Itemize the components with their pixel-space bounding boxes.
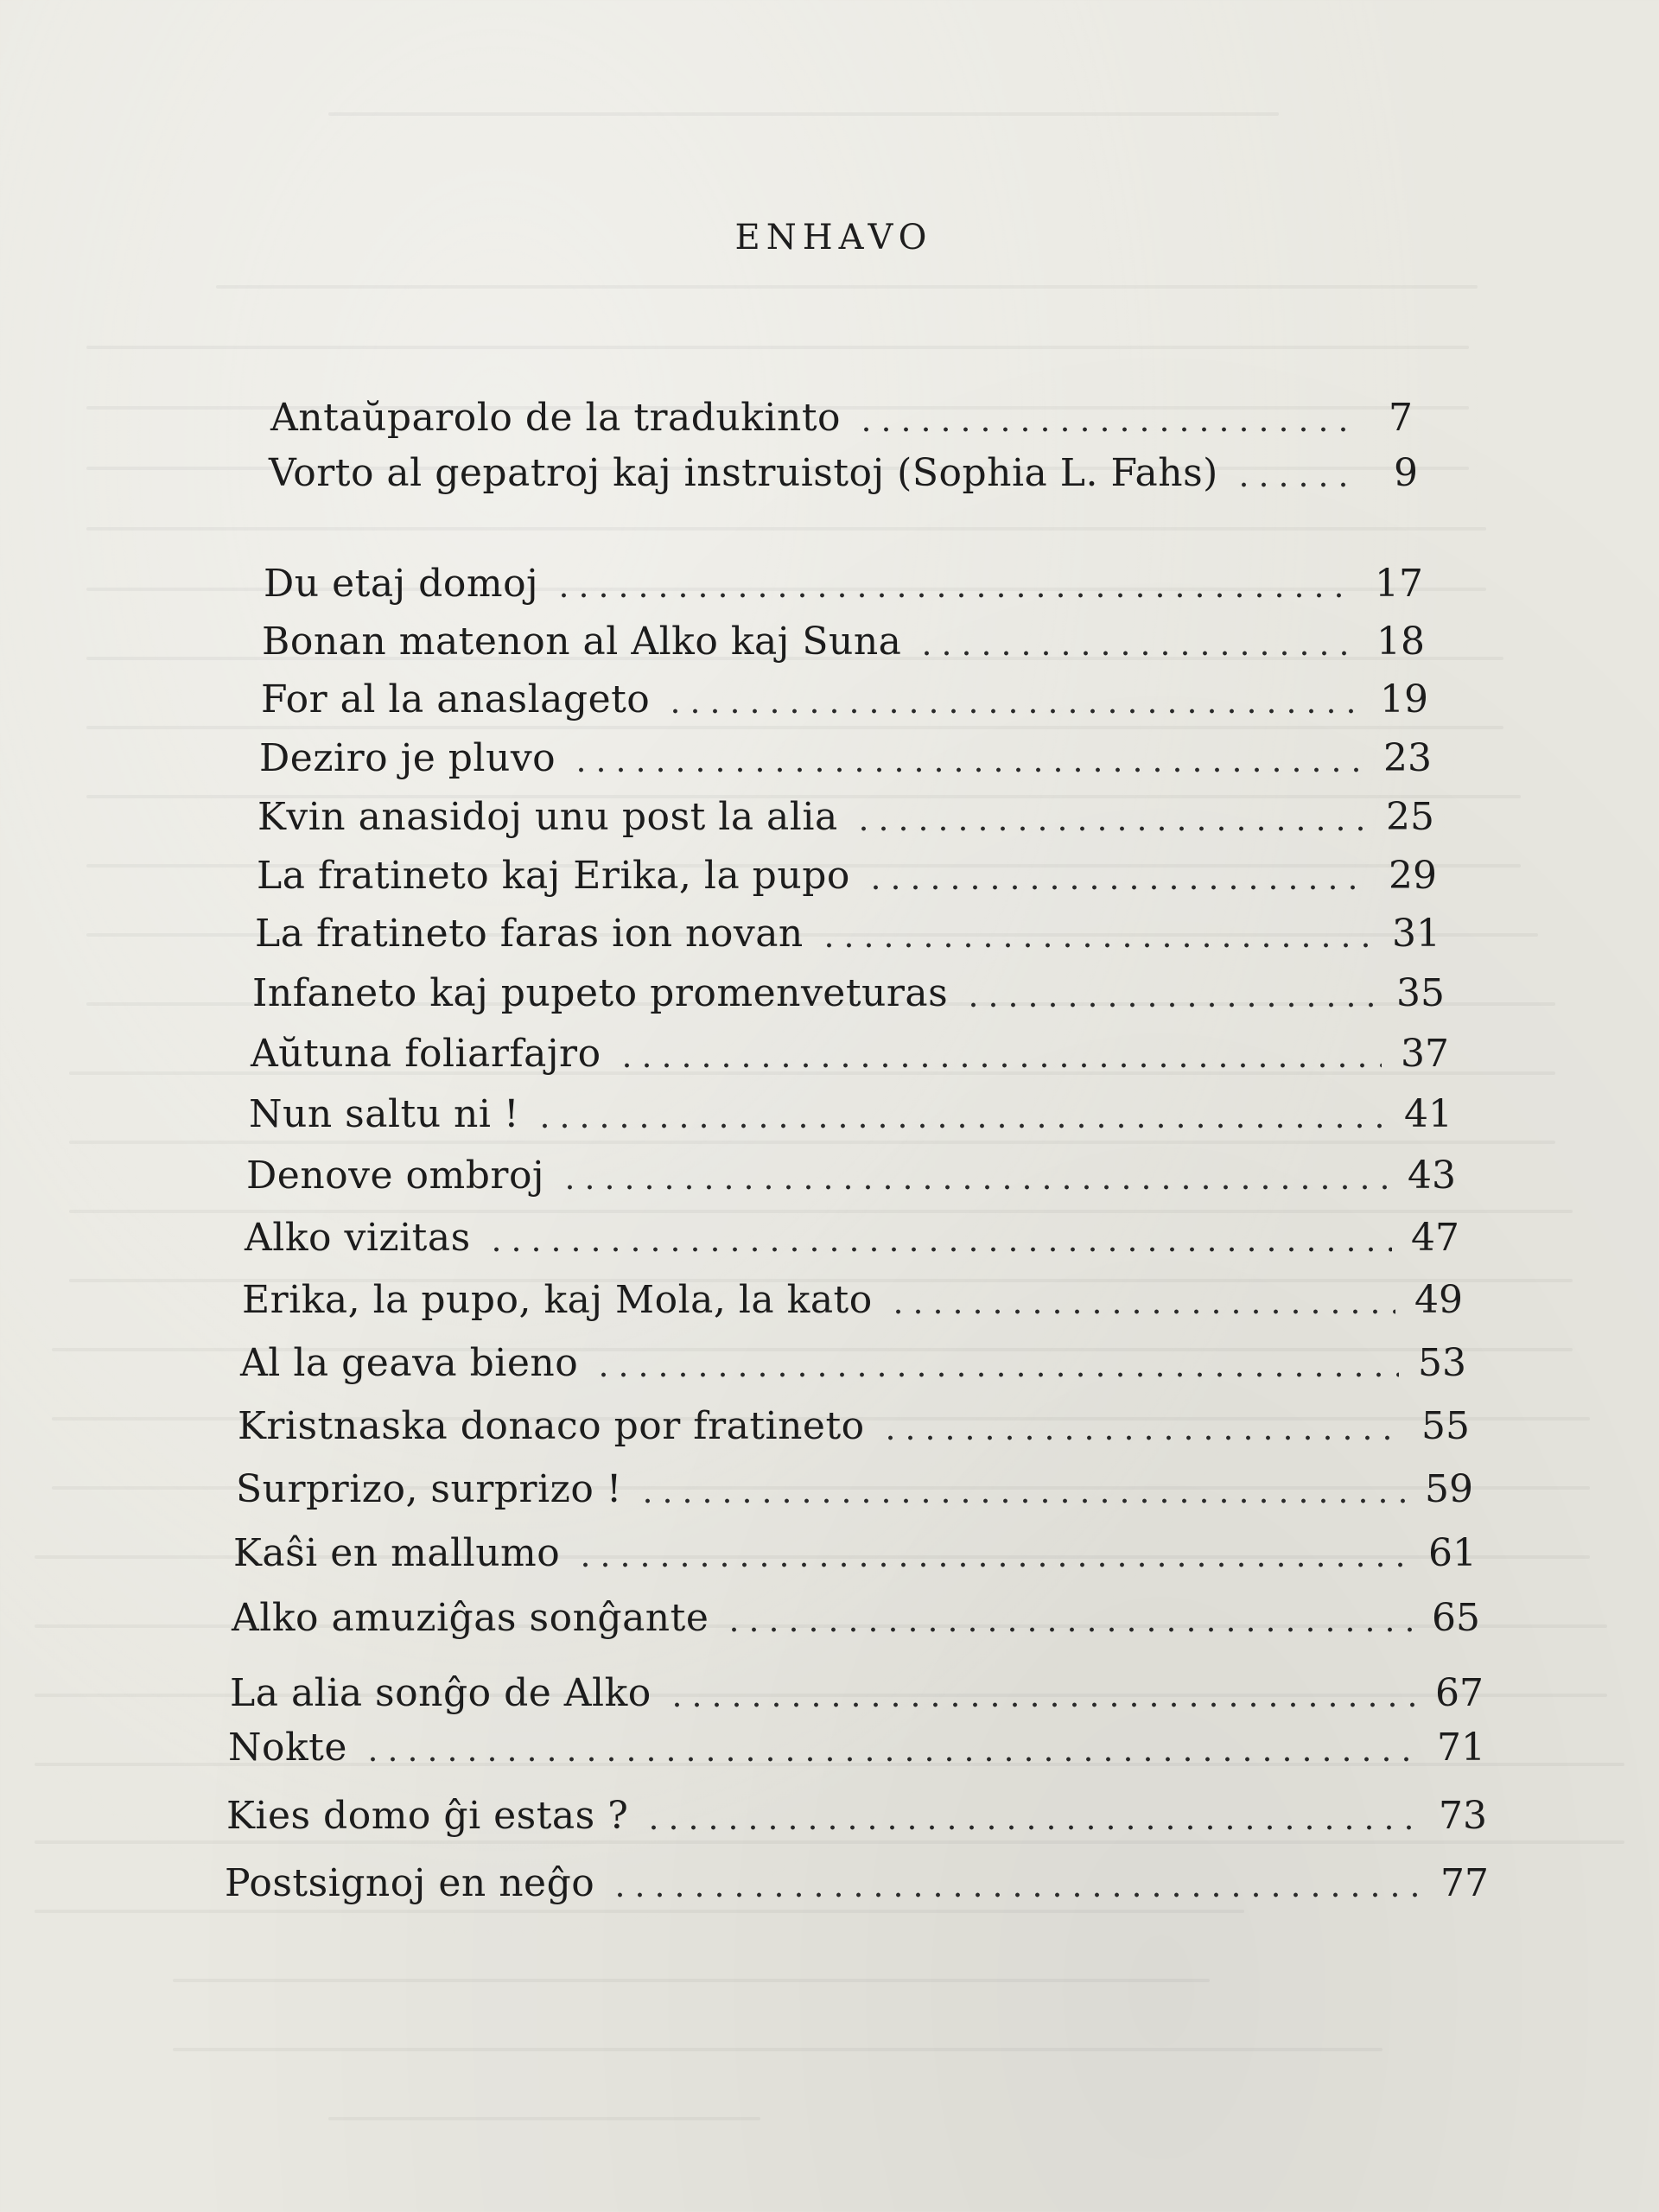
dot-leader bbox=[1234, 482, 1351, 487]
toc-entry-title: La fratineto faras ion novan bbox=[255, 912, 804, 956]
toc-entry bbox=[230, 1661, 1484, 1713]
toc-entry-page: 61 bbox=[1428, 1531, 1477, 1575]
toc-entry-title: Denove ombroj bbox=[246, 1154, 545, 1198]
page-title: ENHAVO bbox=[734, 218, 933, 257]
toc-entry-page: 49 bbox=[1414, 1278, 1463, 1322]
toc-entry-page: 71 bbox=[1437, 1726, 1485, 1770]
dot-leader bbox=[819, 943, 1373, 948]
toc-entry bbox=[252, 961, 1445, 1013]
toc-entry-title: Du etaj domoj bbox=[264, 562, 539, 606]
toc-entry bbox=[225, 1851, 1489, 1903]
dot-leader bbox=[575, 1562, 1409, 1567]
dot-leader bbox=[888, 1309, 1395, 1314]
toc-entry bbox=[264, 551, 1423, 606]
dot-leader bbox=[535, 1123, 1385, 1128]
toc-entry-title: Alko amuziĝas sonĝante bbox=[232, 1596, 709, 1640]
toc-entry bbox=[242, 1268, 1463, 1322]
toc-entry-title: Nun saltu ni ! bbox=[249, 1092, 520, 1136]
toc-entry bbox=[228, 1715, 1485, 1770]
toc-entry bbox=[255, 901, 1440, 956]
toc-entry-title: Alko vizitas bbox=[245, 1216, 471, 1260]
dot-leader bbox=[880, 1435, 1402, 1440]
dot-leader bbox=[667, 1702, 1416, 1707]
toc-entry bbox=[240, 1331, 1466, 1385]
toc-entry-page: 65 bbox=[1432, 1596, 1480, 1640]
toc-entry-title: Deziro je pluvo bbox=[259, 736, 556, 780]
toc-entry bbox=[270, 385, 1413, 440]
toc-entry-title: Kristnaska donaco por fratineto bbox=[238, 1404, 865, 1448]
toc-entry bbox=[261, 667, 1428, 719]
toc-entry-title: Erika, la pupo, kaj Mola, la kato bbox=[242, 1278, 873, 1322]
toc-entry bbox=[246, 1143, 1456, 1198]
toc-entry bbox=[233, 1521, 1477, 1573]
dot-leader bbox=[917, 651, 1357, 656]
dot-leader bbox=[638, 1498, 1406, 1503]
toc-entry bbox=[249, 1082, 1452, 1134]
toc-entry bbox=[257, 785, 1434, 839]
toc-entry-title: Kaŝi en mallumo bbox=[233, 1531, 561, 1575]
dot-leader bbox=[554, 593, 1356, 598]
dot-leader bbox=[363, 1757, 1418, 1762]
toc-entry bbox=[238, 1394, 1470, 1446]
toc-entry-page: 19 bbox=[1380, 677, 1428, 721]
toc-entry-page: 18 bbox=[1376, 620, 1425, 664]
dot-leader bbox=[560, 1185, 1389, 1190]
dot-leader bbox=[486, 1247, 1392, 1252]
toc-entry-title: La alia sonĝo de Alko bbox=[230, 1671, 652, 1715]
toc-entry bbox=[245, 1205, 1459, 1260]
toc-entry-page: 41 bbox=[1404, 1092, 1452, 1136]
toc-entry bbox=[257, 843, 1437, 898]
toc-entry bbox=[262, 609, 1425, 664]
toc-entry bbox=[236, 1457, 1473, 1509]
toc-entry-page: 29 bbox=[1389, 854, 1437, 898]
toc-entry-page: 9 bbox=[1394, 451, 1418, 495]
toc-entry-title: Al la geava bieno bbox=[240, 1341, 579, 1385]
dot-leader bbox=[571, 767, 1364, 772]
toc-entry-page: 55 bbox=[1421, 1404, 1470, 1448]
dot-leader bbox=[724, 1627, 1413, 1632]
toc-entry-title: Nokte bbox=[228, 1726, 347, 1770]
toc-entry-page: 43 bbox=[1408, 1154, 1456, 1198]
toc-entry bbox=[232, 1586, 1480, 1640]
toc-entry-page: 31 bbox=[1392, 912, 1440, 956]
dot-leader bbox=[866, 885, 1370, 890]
dot-leader bbox=[854, 826, 1367, 831]
dot-leader bbox=[610, 1892, 1421, 1897]
toc-entry-page: 59 bbox=[1425, 1467, 1473, 1511]
toc-entry-page: 23 bbox=[1383, 736, 1432, 780]
toc-entry bbox=[259, 726, 1432, 778]
toc-entry bbox=[251, 1021, 1449, 1076]
dot-leader bbox=[617, 1063, 1382, 1068]
toc-entry-page: 73 bbox=[1439, 1794, 1487, 1838]
toc-entry-title: Kies domo ĝi estas ? bbox=[226, 1794, 629, 1838]
toc-entry-title: Surprizo, surprizo ! bbox=[236, 1467, 622, 1511]
toc-entry-page: 47 bbox=[1411, 1216, 1459, 1260]
dot-leader bbox=[856, 427, 1345, 432]
toc-entry-page: 25 bbox=[1386, 795, 1434, 839]
toc-entry bbox=[226, 1783, 1487, 1838]
dot-leader bbox=[594, 1372, 1399, 1377]
toc-entry-page: 53 bbox=[1418, 1341, 1466, 1385]
toc-entry-page: 37 bbox=[1401, 1032, 1449, 1076]
toc-entry-page: 67 bbox=[1435, 1671, 1484, 1715]
toc-entry-title: Antaŭparolo de la tradukinto bbox=[270, 396, 842, 440]
toc-entry-title: Kvin anasidoj unu post la alia bbox=[257, 795, 838, 839]
toc-entry-title: La fratineto kaj Erika, la pupo bbox=[257, 854, 850, 898]
toc-entry-title: Vorto al gepatroj kaj instruistoj (Sophia L. Fahs) bbox=[269, 451, 1218, 495]
toc-entry-title: For al la anaslageto bbox=[261, 677, 651, 721]
toc-entry-title: Aŭtuna foliarfajro bbox=[251, 1032, 601, 1076]
toc-entry-page: 17 bbox=[1375, 562, 1423, 606]
toc-entry-title: Bonan matenon al Alko kaj Suna bbox=[262, 620, 902, 664]
dot-leader bbox=[963, 1002, 1377, 1007]
toc-entry bbox=[269, 441, 1418, 493]
toc-entry-page: 77 bbox=[1440, 1861, 1489, 1905]
toc-entry-title: Postsignoj en neĝo bbox=[225, 1861, 595, 1905]
dot-leader bbox=[665, 709, 1361, 714]
dot-leader bbox=[644, 1825, 1420, 1830]
toc-entry-title: Infaneto kaj pupeto promenveturas bbox=[252, 971, 949, 1015]
toc-entry-page: 7 bbox=[1389, 396, 1413, 440]
toc-entry-page: 35 bbox=[1396, 971, 1445, 1015]
